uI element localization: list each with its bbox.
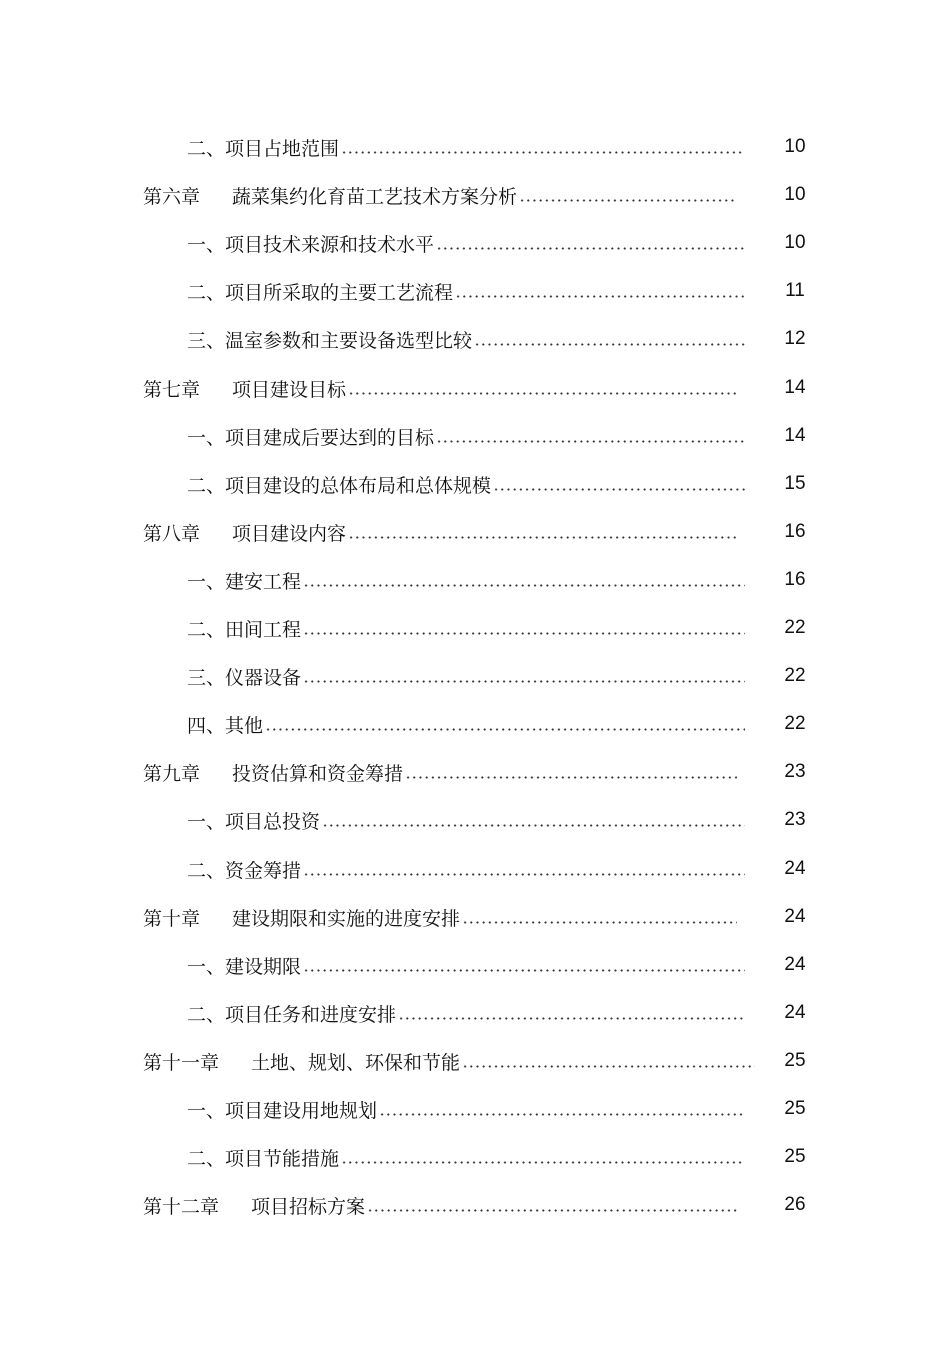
toc-section-entry[interactable] [187,1142,745,1172]
toc-leader-dots [436,440,745,443]
toc-entry-title: 一、项目建成后要达到的目标 [187,426,435,449]
toc-page-number: 25 [784,1146,806,1167]
toc-leader-dots [265,728,745,731]
toc-leader-dots [303,680,745,683]
toc-page-number: 24 [784,906,806,927]
toc-chapter-number: 第十一章 [143,1051,220,1074]
toc-leader-dots [474,343,745,346]
toc-page-number: 26 [784,1194,806,1215]
toc-leader-dots [341,1161,745,1164]
toc-leader-dots [519,199,737,202]
toc-section-entry[interactable] [187,421,745,451]
toc-section-entry[interactable] [187,1094,745,1124]
toc-page-number: 25 [784,1050,806,1071]
toc-section-entry[interactable] [187,132,745,162]
toc-page-number: 25 [784,1098,806,1119]
toc-entry-title: 一、项目建设用地规划 [187,1099,378,1122]
toc-section-entry[interactable] [187,661,745,691]
toc-section-entry[interactable] [187,998,745,1028]
toc-page-number: 11 [785,280,805,301]
toc-page-number: 10 [784,136,806,157]
toc-entry-title: 投资估算和资金筹措 [232,762,404,785]
toc-leader-dots [303,584,745,587]
toc-chapter-entry[interactable] [143,517,737,547]
toc-section-entry[interactable] [187,613,745,643]
toc-chapter-number: 第九章 [143,762,201,785]
toc-leader-dots [303,969,745,972]
toc-page-number: 10 [784,184,806,205]
toc-chapter-number: 第六章 [143,185,201,208]
toc-leader-dots [348,536,737,539]
toc-page-number: 22 [784,713,806,734]
toc-entry-title: 二、项目节能措施 [187,1147,340,1170]
toc-entry-title: 二、田间工程 [187,618,302,641]
toc-entry-title: 一、项目总投资 [187,810,321,833]
toc-leader-dots [341,151,745,154]
toc-chapter-entry[interactable] [143,373,737,403]
toc-page-number: 23 [784,809,806,830]
toc-leader-dots [405,776,737,779]
toc-chapter-entry[interactable] [143,902,737,932]
toc-page-number: 14 [784,377,806,398]
toc-entry-title: 建设期限和实施的进度安排 [232,907,461,930]
toc-chapter-entry[interactable] [143,757,737,787]
toc-entry-title: 二、项目任务和进度安排 [187,1003,397,1026]
toc-entry-title: 二、资金筹措 [187,859,302,882]
toc-entry-title: 三、温室参数和主要设备选型比较 [187,329,473,352]
toc-section-entry[interactable] [187,709,745,739]
toc-leader-dots [462,1065,755,1068]
toc-chapter-entry[interactable] [143,1046,755,1076]
toc-chapter-entry[interactable] [143,1190,738,1220]
toc-page-number: 12 [784,328,806,349]
toc-section-entry[interactable] [187,805,745,835]
toc-chapter-number: 第八章 [143,522,201,545]
toc-section-entry[interactable] [187,276,745,306]
toc-section-entry[interactable] [187,324,745,354]
toc-chapter-number: 第十二章 [143,1195,220,1218]
toc-leader-dots [348,392,737,395]
toc-page-number: 24 [784,858,806,879]
toc-section-entry[interactable] [187,565,745,595]
toc-entry-title: 项目招标方案 [251,1195,366,1218]
toc-leader-dots [303,632,745,635]
toc-chapter-entry[interactable] [143,180,737,210]
toc-section-entry[interactable] [187,854,745,884]
toc-page-number: 24 [784,1002,806,1023]
toc-entry-title: 二、项目所采取的主要工艺流程 [187,281,454,304]
toc-page-number: 10 [784,232,806,253]
toc-entry-title: 三、仪器设备 [187,666,302,689]
toc-leader-dots [303,873,745,876]
toc-page-number: 22 [784,617,806,638]
toc-section-entry[interactable] [187,469,745,499]
toc-entry-title: 四、其他 [187,714,264,737]
toc-leader-dots [436,247,745,250]
toc-section-entry[interactable] [187,950,745,980]
toc-leader-dots [379,1113,745,1116]
toc-entry-title: 二、项目占地范围 [187,137,340,160]
toc-entry-title: 项目建设目标 [232,378,347,401]
toc-page-number: 16 [784,521,806,542]
toc-page-number: 23 [784,761,806,782]
toc-entry-title: 蔬菜集约化育苗工艺技术方案分析 [232,185,518,208]
toc-leader-dots [455,295,745,298]
toc-entry-title: 一、建安工程 [187,570,302,593]
toc-entry-title: 一、项目技术来源和技术水平 [187,233,435,256]
toc-entry-title: 二、项目建设的总体布局和总体规模 [187,474,492,497]
toc-entry-title: 土地、规划、环保和节能 [251,1051,461,1074]
toc-leader-dots [462,921,737,924]
toc-leader-dots [493,488,745,491]
toc-page-number: 22 [784,665,806,686]
toc-page-number: 16 [784,569,806,590]
toc-entry-title: 一、建设期限 [187,955,302,978]
toc-leader-dots [367,1209,738,1212]
toc-page-number: 15 [784,473,806,494]
toc-entry-title: 项目建设内容 [232,522,347,545]
toc-section-entry[interactable] [187,228,745,258]
toc-leader-dots [398,1017,745,1020]
toc-chapter-number: 第七章 [143,378,201,401]
toc-leader-dots [322,824,745,827]
toc-page-number: 14 [784,425,806,446]
toc-page-number: 24 [784,954,806,975]
toc-chapter-number: 第十章 [143,907,201,930]
